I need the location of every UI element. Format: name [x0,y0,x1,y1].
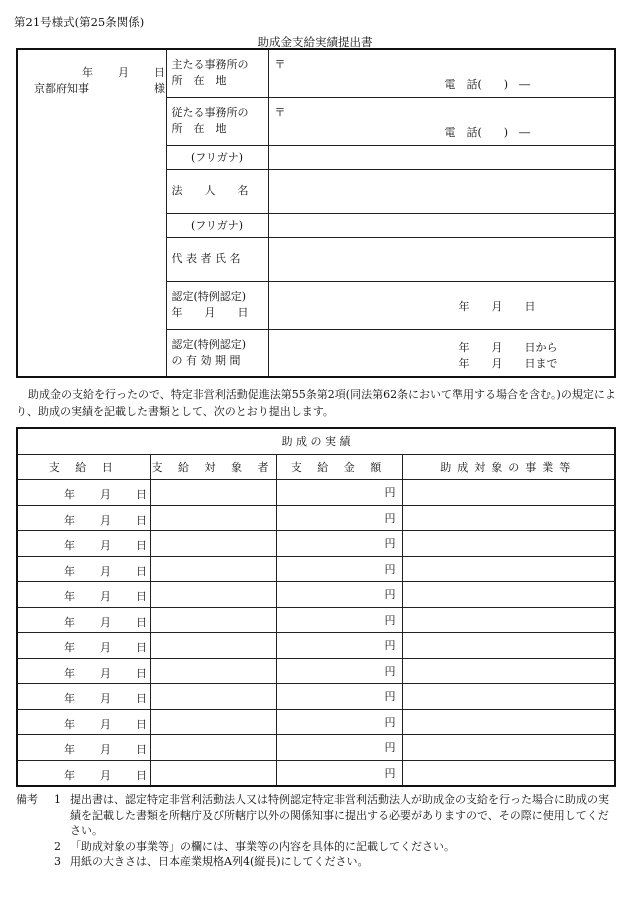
amount-cell[interactable]: 円 [276,633,402,659]
corp-name-label: 法 人 名 [166,169,268,213]
recipient-cell[interactable] [150,709,276,735]
payment-date-cell[interactable]: 年 月 日 [17,556,150,582]
note-number: 3 [54,855,61,868]
note-text: 用紙の大きさは、日本産業規格A列4(縦長)にしてください。 [70,855,369,868]
table-row [17,684,615,710]
payment-date-cell[interactable]: 年 月 日 [17,607,150,633]
project-cell[interactable] [402,531,615,557]
payment-date-cell[interactable]: 年 月 日 [17,658,150,684]
table-row [17,658,615,684]
amount-cell[interactable]: 円 [276,582,402,608]
payment-date-cell[interactable]: 年 月 日 [17,582,150,608]
cert-date-label: 認定(特例認定) 年 月 日 [166,281,268,329]
addressee: 京都府知事 [34,82,89,95]
cert-date-value: 年 月 日 [458,299,536,313]
amount-cell[interactable]: 円 [276,607,402,633]
amount-cell[interactable]: 円 [276,735,402,761]
notes-label: 備考 [16,793,38,806]
column-header: 支 給 日 [17,454,150,480]
note-number: 2 [54,839,61,853]
recipient-cell[interactable] [150,505,276,531]
payment-date-cell[interactable]: 年 月 日 [17,684,150,710]
table-row [17,607,615,633]
table-row [17,556,615,582]
project-cell[interactable] [402,556,615,582]
table-row [17,480,615,506]
table-row [17,505,615,531]
cert-period-label: 認定(特例認定) の 有 効 期 間 [166,329,268,377]
cert-date-field[interactable] [268,281,615,329]
payment-date-cell[interactable]: 年 月 日 [17,505,150,531]
table-row [17,633,615,659]
amount-cell[interactable]: 円 [276,531,402,557]
recipient-cell[interactable] [150,760,276,786]
furigana-field[interactable] [268,213,615,237]
postal-mark: 〒 [274,58,286,71]
note-text: 提出書は、認定特定非営利活動法人又は特例認定特定非営利活動法人が助成金の支給を行った場合に助成の実績を記載した書類を所轄庁及び所轄庁以外の関係知事に提出する必要がありますので、その際に使用してください。 [70,793,609,837]
postal-mark: 〒 [274,105,286,119]
recipient-cell[interactable] [150,658,276,684]
rep-name-field[interactable] [268,237,615,281]
furigana-label: (フリガナ) [166,145,268,169]
project-cell[interactable] [402,607,615,633]
corp-name-field[interactable] [268,169,615,213]
results-heading: 助 成 の 実 績 [17,428,615,454]
recipient-cell[interactable] [150,735,276,761]
payment-date-cell[interactable]: 年 月 日 [17,480,150,506]
amount-cell[interactable]: 円 [276,709,402,735]
recipient-cell[interactable] [150,582,276,608]
recipient-cell[interactable] [150,607,276,633]
honorific: 様 [154,82,165,95]
recipient-cell[interactable] [150,633,276,659]
main-office-field[interactable] [268,49,615,97]
payment-date-cell[interactable]: 年 月 日 [17,735,150,761]
notes-section [16,792,616,870]
recipient-cell[interactable] [150,531,276,557]
note-text: 「助成対象の事業等」の欄には、事業等の内容を具体的に記載してください。 [70,839,455,853]
recipient-cell[interactable] [150,480,276,506]
project-cell[interactable] [402,684,615,710]
table-row [17,709,615,735]
project-cell[interactable] [402,760,615,786]
payment-date-cell[interactable]: 年 月 日 [17,709,150,735]
sub-office-field[interactable] [268,97,615,145]
date-year: 年 [82,66,93,79]
project-cell[interactable] [402,505,615,531]
column-header: 支 給 金 額 [276,454,402,480]
sub-office-label: 従たる事務所の 所 在 地 [166,97,268,145]
column-header: 支 給 対 象 者 [150,454,276,480]
rep-name-label: 代 表 者 氏 名 [166,237,268,281]
amount-cell[interactable]: 円 [276,684,402,710]
document-title: 助成金支給実績提出書 [257,35,373,49]
phone-label: 電 話( ) ― [444,78,531,91]
cert-period-field[interactable] [268,329,615,377]
payment-date-cell[interactable]: 年 月 日 [17,531,150,557]
phone-label: 電 話( ) ― [444,125,531,139]
project-cell[interactable] [402,709,615,735]
amount-cell[interactable]: 円 [276,556,402,582]
table-row [17,735,615,761]
project-cell[interactable] [402,480,615,506]
cert-period-from: 年 月 日から [458,340,558,354]
recipient-cell[interactable] [150,556,276,582]
applicant-info-table [16,48,616,378]
recipient-cell[interactable] [150,684,276,710]
results-table [16,427,616,787]
note-number: 1 [54,793,61,806]
amount-cell[interactable]: 円 [276,480,402,506]
table-row [17,582,615,608]
date-month: 月 [118,66,129,79]
project-cell[interactable] [402,735,615,761]
date-addressee-cell [17,49,166,377]
column-header: 助成対象の事業等 [402,454,615,480]
form-number: 第21号様式(第25条関係) [14,15,145,29]
amount-cell[interactable]: 円 [276,760,402,786]
table-row [17,760,615,786]
furigana-field[interactable] [268,145,615,169]
project-cell[interactable] [402,658,615,684]
payment-date-cell[interactable]: 年 月 日 [17,633,150,659]
amount-cell[interactable]: 円 [276,658,402,684]
table-row [17,531,615,557]
payment-date-cell[interactable]: 年 月 日 [17,760,150,786]
project-cell[interactable] [402,582,615,608]
date-day: 日 [154,66,165,79]
statement-text: 助成金の支給を行ったので、特定非営利活動促進法第55条第2項(同法第62条において準用する場合を含む。)の規定により、助成の実績を記載した書類として、次のとおり提出します。 [16,388,616,418]
cert-period-to: 年 月 日まで [458,356,558,370]
furigana-label: (フリガナ) [166,213,268,237]
amount-cell[interactable]: 円 [276,505,402,531]
project-cell[interactable] [402,633,615,659]
main-office-label: 主たる事務所の 所 在 地 [166,49,268,97]
